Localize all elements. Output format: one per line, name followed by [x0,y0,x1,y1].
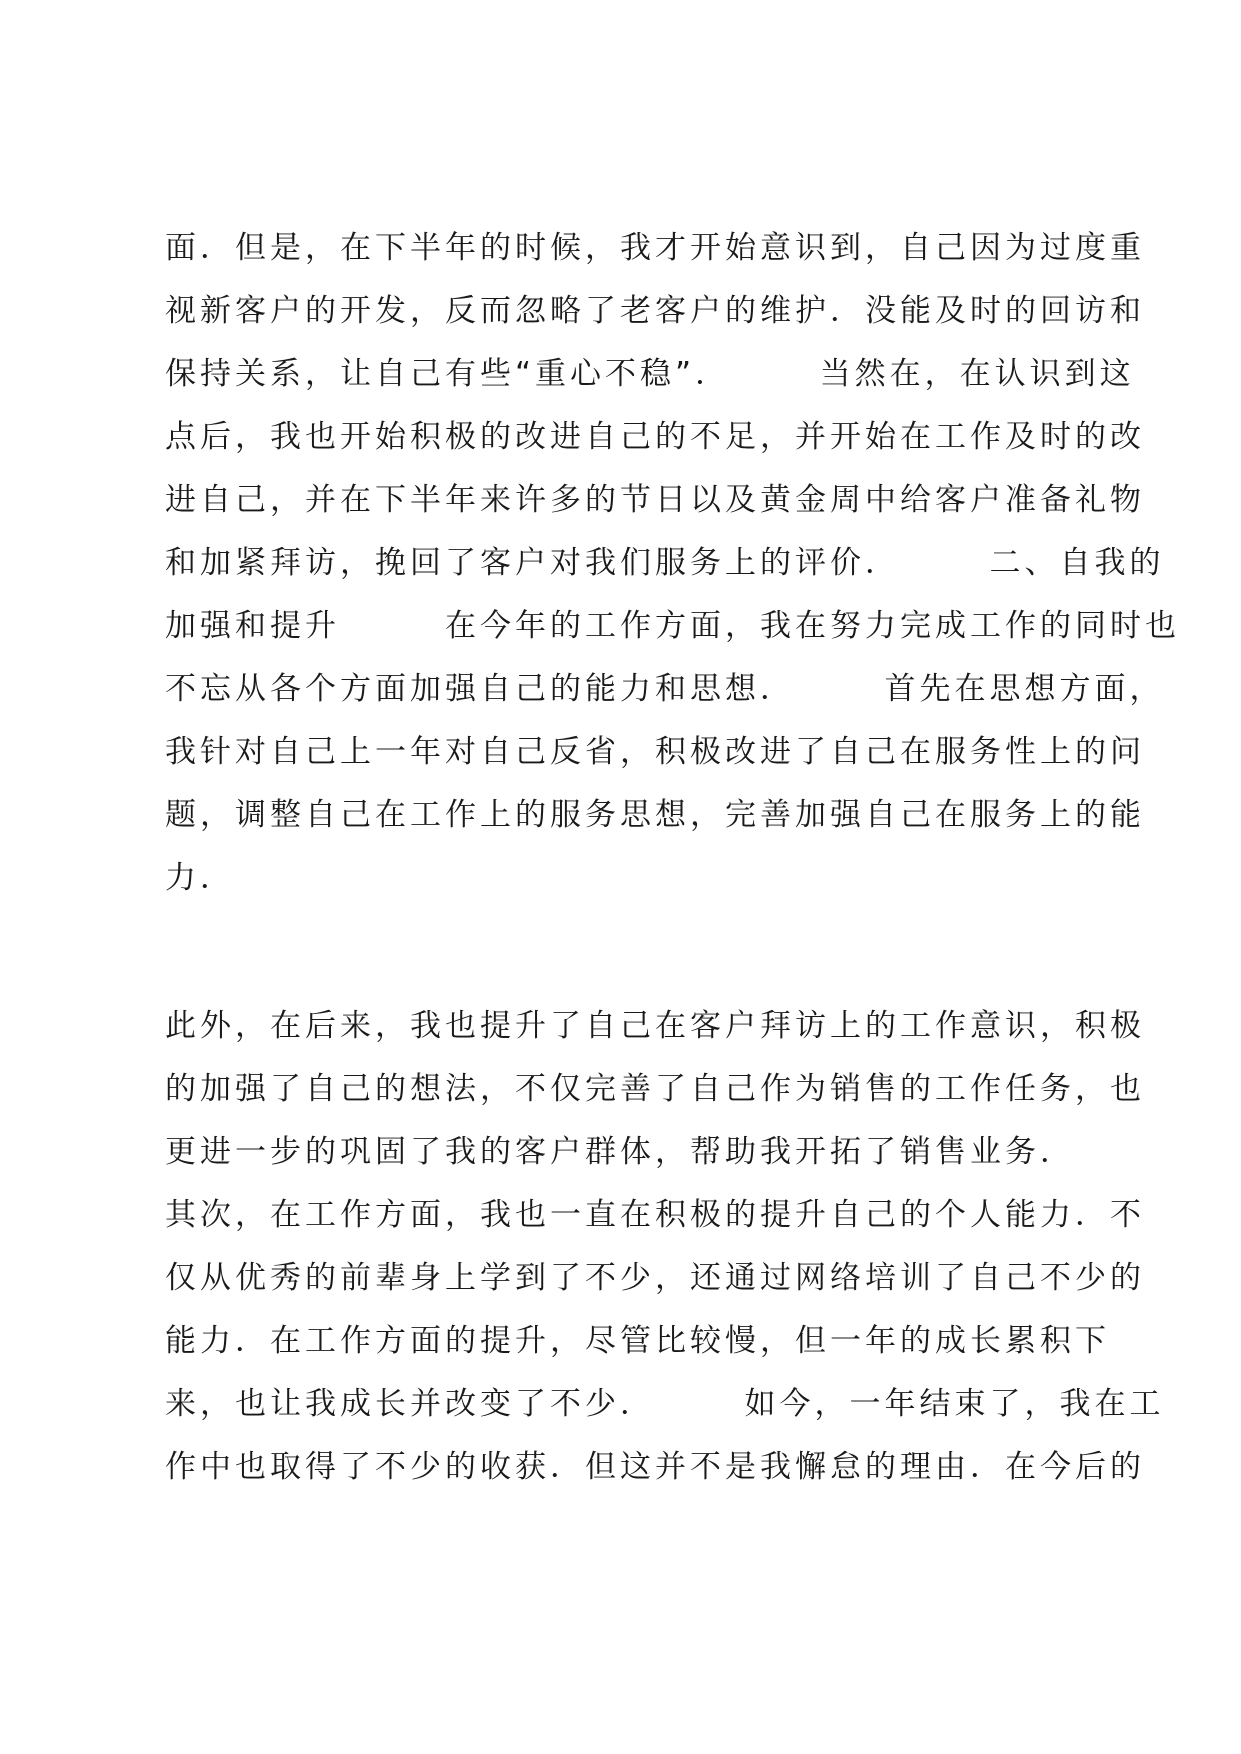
text-line: 题，调整自己在工作上的服务思想，完善加强自己在服务上的能 [165,797,1145,833]
paragraph-2 [165,995,1165,1499]
text-line: 来，也让我成长并改变了不少． 如今，一年结束了，我在工 [165,1386,1165,1422]
text-line: 能力．在工作方面的提升，尽管比较慢，但一年的成长累积下 [165,1323,1110,1359]
text-line: 面．但是，在下半年的时候，我才开始意识到，自己因为过度重 [165,230,1145,266]
text-line: 不忘从各个方面加强自己的能力和思想． 首先在思想方面， [165,671,1165,707]
text-line: 点后，我也开始积极的改进自己的不足，并开始在工作及时的改 [165,419,1145,455]
paragraph-1 [165,217,1180,910]
text-line: 其次，在工作方面，我也一直在积极的提升自己的个人能力．不 [165,1197,1145,1233]
text-line: 保持关系，让自己有些“重心不稳”． 当然在，在认识到这 [165,356,1135,392]
text-line: 的加强了自己的想法，不仅完善了自己作为销售的工作任务，也 [165,1071,1145,1107]
text-line: 力． [165,860,235,896]
text-line: 此外，在后来，我也提升了自己在客户拜访上的工作意识，积极 [165,1008,1145,1044]
text-line: 我针对自己上一年对自己反省，积极改进了自己在服务性上的问 [165,734,1145,770]
text-line: 和加紧拜访，挽回了客户对我们服务上的评价． 二、自我的 [165,545,1165,581]
text-line: 加强和提升 在今年的工作方面，我在努力完成工作的同时也 [165,608,1180,644]
text-line: 进自己，并在下半年来许多的节日以及黄金周中给客户准备礼物 [165,482,1145,518]
text-line: 更进一步的巩固了我的客户群体，帮助我开拓了销售业务． [165,1134,1075,1170]
text-line: 仅从优秀的前辈身上学到了不少，还通过网络培训了自己不少的 [165,1260,1145,1296]
text-line: 视新客户的开发，反而忽略了老客户的维护．没能及时的回访和 [165,293,1145,329]
text-line: 作中也取得了不少的收获．但这并不是我懈怠的理由．在今后的 [165,1449,1145,1485]
